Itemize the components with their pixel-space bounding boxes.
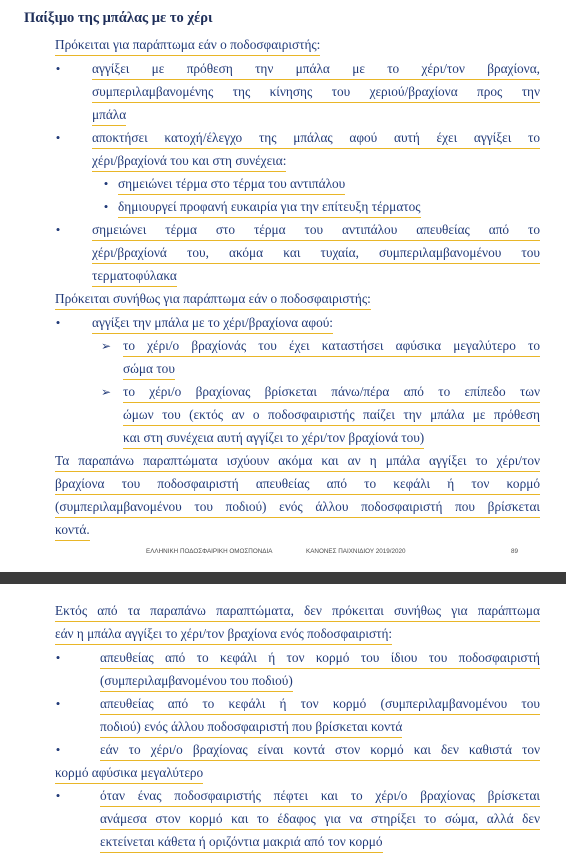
bullet-icon: • bbox=[55, 315, 61, 330]
bullet-2-line-1: απευθείας από το κεφάλι ή τον κορμό (συμπεριλαμβανομένου του bbox=[100, 694, 540, 715]
bullet-icon: • bbox=[55, 788, 61, 803]
bullet-3-line-2: χέρι/βραχίονά του, ακόμα και τυχαία, συμπεριλαμβανομένου του bbox=[92, 243, 540, 264]
bullet-4-line-3: εκτείνεται κάθετα ή οριζόντια μακριά από τον κορμό bbox=[100, 832, 383, 853]
arrow-1-line-1: το χέρι/ο βραχίονάς του έχει καταστήσει αφύσικα μεγαλύτερο το bbox=[123, 336, 540, 357]
arrow-1-line-2: σώμα του bbox=[123, 359, 175, 380]
arrow-2-line-1: το χέρι/ο βραχίονας βρίσκεται πάνω/πέρα από το επίπεδο των bbox=[123, 382, 540, 403]
para-line-4: κοντά. bbox=[55, 520, 90, 541]
arrow-2-line-3: και στη συνέχεια αυτή αγγίζει το χέρι/τον βραχίονά του) bbox=[123, 428, 424, 449]
sub-bullet-icon: • bbox=[103, 176, 109, 191]
bullet-icon: • bbox=[55, 61, 61, 76]
bullet-1-line-1: αγγίξει με πρόθεση την μπάλα με το χέρι/τον βραχίονα, bbox=[92, 59, 540, 80]
bullet-3-line-2: κορμό αφύσικα μεγαλύτερο bbox=[55, 763, 203, 784]
intro-offence-text: Πρόκειται για παράπτωμα εάν ο ποδοσφαιριστής: bbox=[55, 35, 320, 56]
sub-bullet-1: σημειώνει τέρμα στο τέρμα του αντιπάλου bbox=[118, 174, 345, 195]
sub-bullet-icon: • bbox=[103, 199, 109, 214]
bullet-4: αγγίξει την μπάλα με το χέρι/βραχίονα αφού: bbox=[92, 313, 333, 334]
bullet-icon: • bbox=[55, 130, 61, 145]
bullet-1-line-3: μπάλα bbox=[92, 105, 126, 126]
footer-document: ΚΑΝΟΝΕΣ ΠΑΙΧΝΙΔΙΟΥ 2019/2020 bbox=[306, 548, 406, 555]
bullet-icon: • bbox=[55, 742, 61, 757]
intro-usually-text: Πρόκειται συνήθως για παράπτωμα εάν ο ποδοσφαιριστής: bbox=[55, 289, 371, 310]
bullet-3-line-1: σημειώνει τέρμα στο τέρμα του αντιπάλου απευθείας από το bbox=[92, 220, 540, 241]
bullet-icon: • bbox=[55, 696, 61, 711]
bullet-1-line-2: συμπεριλαμβανομένης της κίνησης του χεριού/βραχίονα προς την bbox=[92, 82, 540, 103]
intro-line-2: εάν η μπάλα αγγίξει το χέρι/τον βραχίονα ενός ποδοσφαιριστή: bbox=[55, 624, 392, 645]
bullet-4-line-1: όταν ένας ποδοσφαιριστής πέφτει και το χέρι/ο βραχίονας βρίσκεται bbox=[100, 786, 540, 807]
intro-line-1: Εκτός από τα παραπάνω παραπτώματα, δεν πρόκειται συνήθως για παράπτωμα bbox=[55, 601, 540, 622]
arrow-bullet-icon: ➢ bbox=[100, 339, 112, 353]
page-separator bbox=[0, 572, 566, 584]
bullet-2-line-1: αποκτήσει κατοχή/έλεγχο της μπάλας αφού αυτή έχει αγγίξει το bbox=[92, 128, 540, 149]
page-90 bbox=[0, 584, 566, 855]
sub-bullet-2: δημιουργεί προφανή ευκαιρία για την επίτευξη τέρματος bbox=[118, 197, 421, 218]
para-line-1: Τα παραπάνω παραπτώματα ισχύουν ακόμα και αν η μπάλα αγγίξει το χέρι/τον bbox=[55, 451, 540, 472]
bullet-2-line-2: ποδιού) ενός άλλου ποδοσφαιριστή που βρίσκεται κοντά bbox=[100, 717, 402, 738]
arrow-bullet-icon: ➢ bbox=[100, 385, 112, 399]
section-title: Παίξιμο της μπάλας με το χέρι bbox=[24, 10, 213, 26]
footer-page-number: 89 bbox=[511, 548, 519, 555]
para-line-3: (συμπεριλαμβανομένου του ποδιού) ενός άλλου ποδοσφαιριστή που βρίσκεται bbox=[55, 497, 540, 518]
bullet-3-line-3: τερματοφύλακα bbox=[92, 266, 177, 287]
footer-organization: ΕΛΛΗΝΙΚΗ ΠΟΔΟΣΦΑΙΡΙΚΗ ΟΜΟΣΠΟΝΔΙΑ bbox=[146, 548, 273, 555]
bullet-1-line-1: απευθείας από το κεφάλι ή τον κορμό του ίδιου του ποδοσφαιριστή bbox=[100, 648, 540, 669]
bullet-2-line-2: χέρι/βραχίονά του και στη συνέχεια: bbox=[92, 151, 286, 172]
bullet-1-line-2: (συμπεριλαμβανομένου του ποδιού) bbox=[100, 671, 293, 692]
arrow-2-line-2: ώμων του (εκτός αν ο ποδοσφαιριστής παίζει την μπάλα με πρόθεση bbox=[123, 405, 540, 426]
para-line-2: βραχίονα του ποδοσφαιριστή απευθείας από το κεφάλι ή τον κορμό bbox=[55, 474, 540, 495]
bullet-icon: • bbox=[55, 222, 61, 237]
bullet-icon: • bbox=[55, 650, 61, 665]
bullet-3-line-1: εάν το χέρι/ο βραχίονας είναι κοντά στον κορμό και δεν καθιστά τον bbox=[100, 740, 540, 761]
bullet-4-line-2: ανάμεσα στον κορμό και το έδαφος για να στηρίξει το σώμα, αλλά δεν bbox=[100, 809, 540, 830]
